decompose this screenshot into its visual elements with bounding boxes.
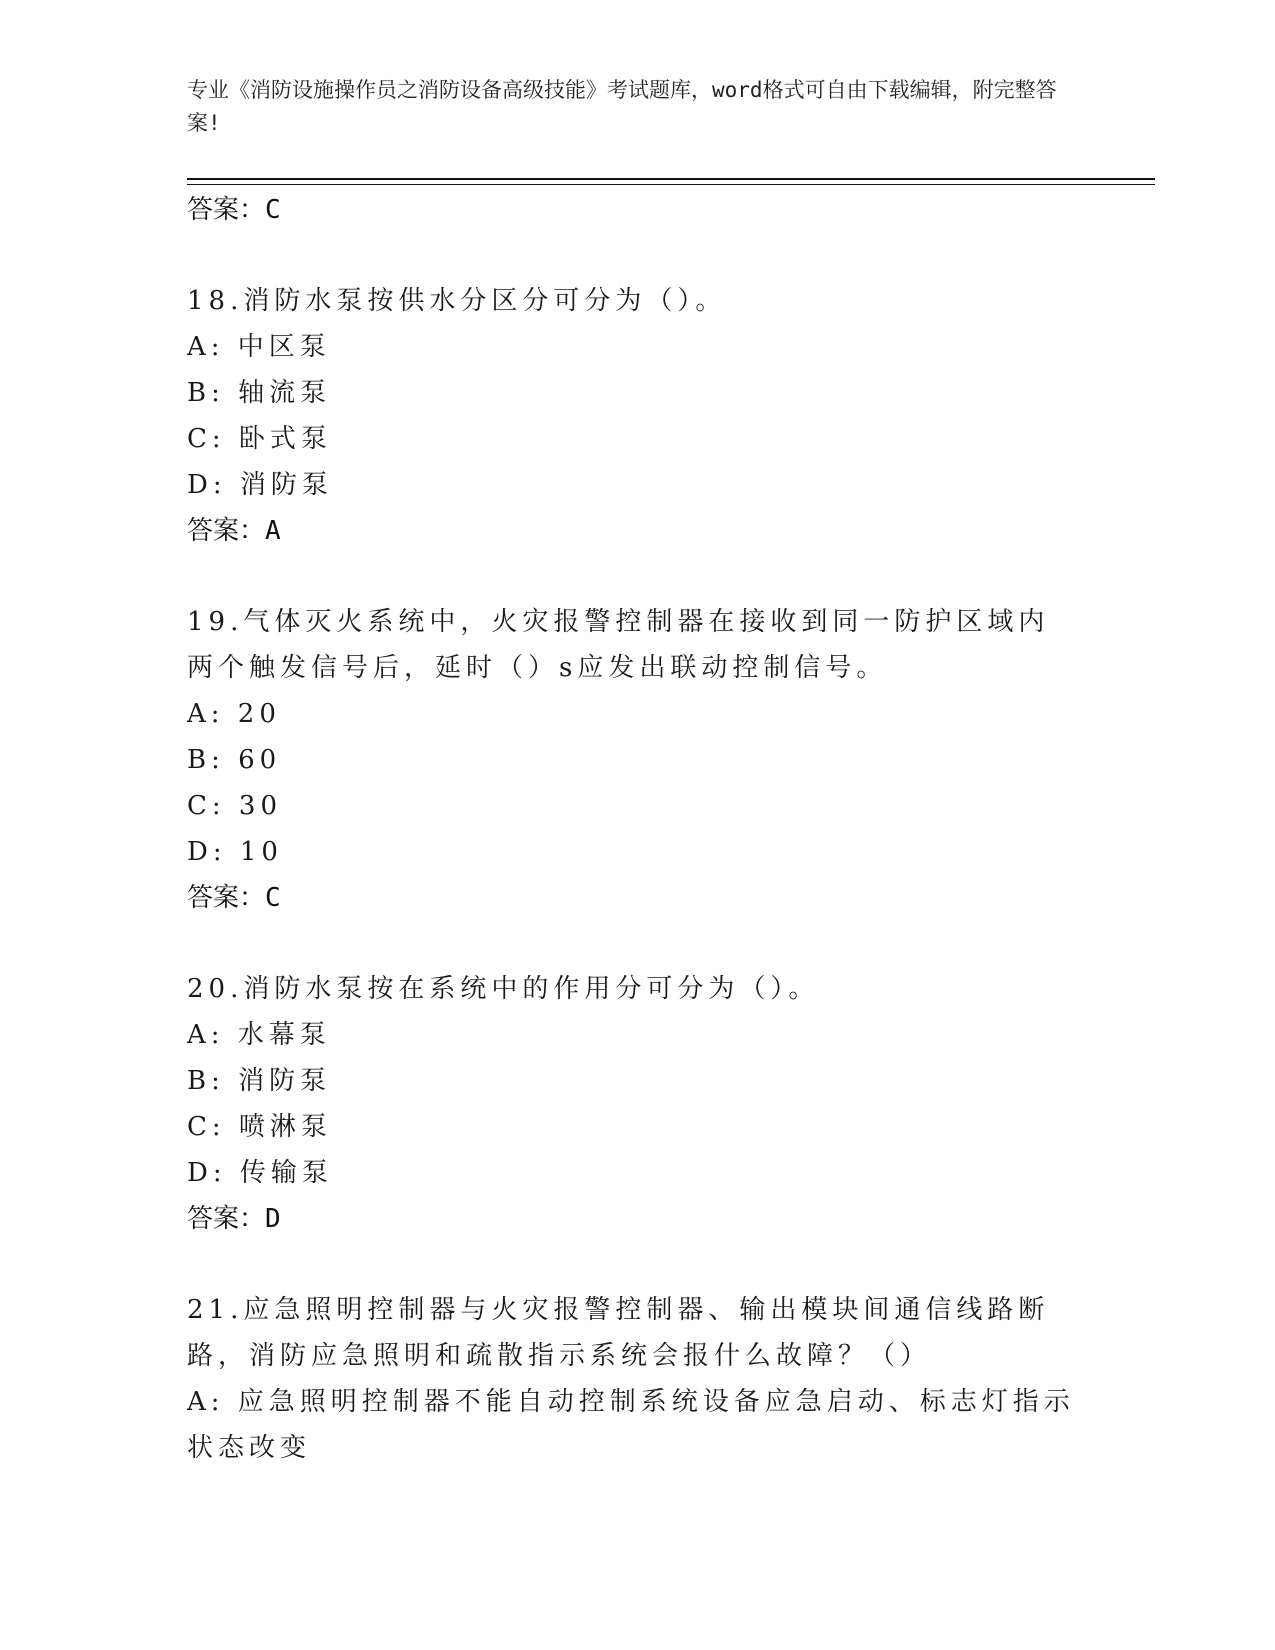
- option-b: B: 轴流泵: [187, 378, 332, 408]
- option-b: B: 60: [187, 745, 282, 775]
- question-stem: 20.消防水泵按在系统中的作用分可分为（）。: [187, 974, 820, 1004]
- question-stem: 19.气体灭火系统中，火灾报警控制器在接收到同一防护区域内两个触发信号后，延时（）s应发出联动控制信号。: [187, 607, 1050, 683]
- question-18: [187, 278, 1077, 554]
- answer-line: 答案：D: [187, 1204, 281, 1234]
- answer-line: 答案：C: [187, 195, 281, 225]
- question-19: [187, 599, 1077, 921]
- document-header: 专业《消防设施操作员之消防设备高级技能》考试题库，word格式可自由下载编辑，附完整答案!: [187, 78, 1057, 135]
- option-c: C: 卧式泵: [187, 424, 332, 454]
- question-stem: 18.消防水泵按供水分区分可分为（）。: [187, 286, 727, 316]
- header-divider-thick: [187, 178, 1155, 180]
- header-divider-thin: [187, 184, 1155, 185]
- option-d: D: 传输泵: [187, 1158, 333, 1188]
- option-a: A: 中区泵: [187, 332, 331, 362]
- option-d: D: 消防泵: [187, 470, 333, 500]
- option-a: A: 20: [187, 699, 281, 729]
- question-21: [187, 1287, 1077, 1471]
- option-a: A: 水幕泵: [187, 1020, 331, 1050]
- answer-line: 答案：C: [187, 883, 281, 913]
- answer-line: 答案：A: [187, 516, 281, 546]
- option-b: B: 消防泵: [187, 1066, 332, 1096]
- question-20: [187, 966, 1077, 1242]
- option-c: C: 30: [187, 791, 283, 821]
- option-a: A: 应急照明控制器不能自动控制系统设备应急启动、标志灯指示状态改变: [187, 1387, 1075, 1463]
- document-body: [187, 187, 1077, 1471]
- question-stem: 21.应急照明控制器与火灾报警控制器、输出模块间通信线路断路，消防应急照明和疏散指示系统会报什么故障？（）: [187, 1295, 1050, 1371]
- option-c: C: 喷淋泵: [187, 1112, 332, 1142]
- option-d: D: 10: [187, 837, 283, 867]
